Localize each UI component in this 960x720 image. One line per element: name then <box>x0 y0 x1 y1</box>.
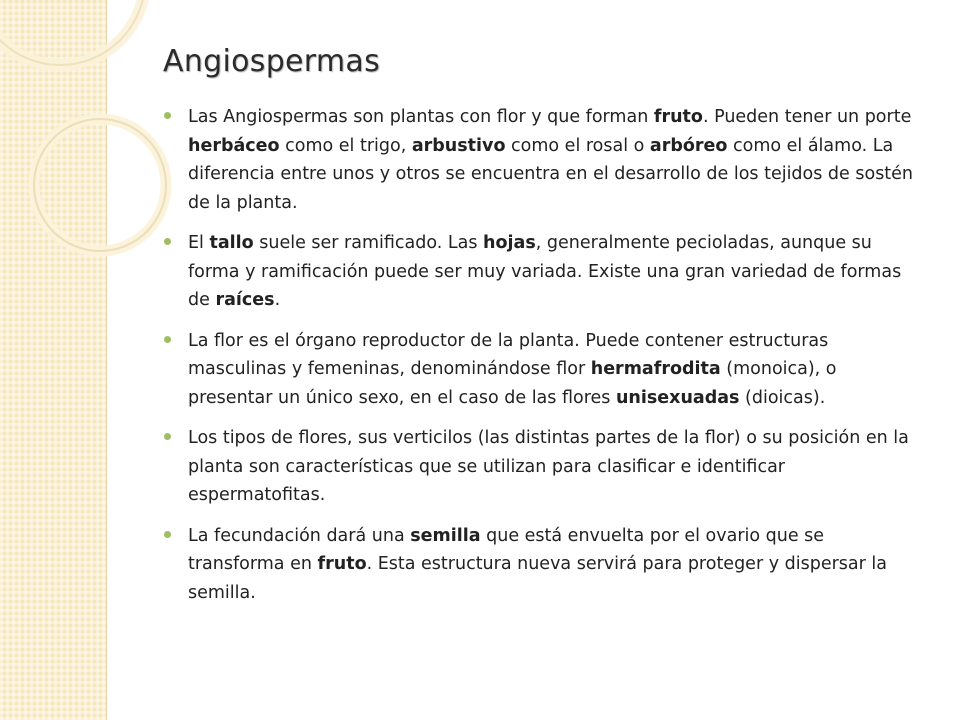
bullet-text <box>188 327 923 413</box>
bold-term: raíces <box>215 290 275 310</box>
text-run: . Pueden tener un porte <box>702 107 912 127</box>
bullet-list <box>163 103 923 619</box>
text-run: como el trigo, <box>279 135 412 156</box>
bullet-text <box>188 522 923 608</box>
bullet-item <box>163 327 923 413</box>
text-run: (dioicas). <box>739 387 826 408</box>
bullet-item <box>163 103 923 217</box>
text-run: . Esta estructura nueva servirá para proteger y dispersar la semilla. <box>188 554 887 603</box>
slide-title: Angiospermas <box>163 44 381 79</box>
text-run: . <box>274 290 281 310</box>
bullet-dot-icon <box>164 336 171 343</box>
bold-term: hermafrodita <box>590 359 721 379</box>
bullet-dot-icon <box>164 112 171 119</box>
bold-term: tallo <box>209 233 254 253</box>
bullet-dot-icon <box>164 531 171 538</box>
bold-term: fruto <box>653 107 703 127</box>
bullet-text <box>188 229 923 315</box>
bullet-text <box>188 103 923 217</box>
text-run: Las Angiospermas son plantas con flor y que forman <box>188 107 654 127</box>
bullet-text <box>188 424 923 510</box>
text-run: , generalmente pecioladas, aunque su forma y ramificación puede ser muy variada. Existe una gran variedad de formas de <box>188 233 902 310</box>
text-run: como el rosal o <box>505 135 650 156</box>
bold-term: arbustivo <box>411 135 506 156</box>
text-run: La flor es el órgano reproductor de la planta. Puede contener estructuras masculinas y femeninas, denominándose flor <box>188 330 829 379</box>
text-run: Los tipos de flores, sus verticilos (las distintas partes de la flor) o su posición en la planta son características que se utilizan para clasificar e identificar espermatofitas. <box>188 428 909 505</box>
bullet-item <box>163 424 923 510</box>
bullet-dot-icon <box>164 238 171 245</box>
text-run: La fecundación dará una <box>188 525 411 546</box>
bullet-item <box>163 229 923 315</box>
bold-term: semilla <box>410 525 481 546</box>
text-run: suele ser ramificado. Las <box>253 233 484 253</box>
text-run: que está envuelta por el ovario que se transforma en <box>188 525 825 574</box>
bold-term: unisexuadas <box>615 387 740 408</box>
bold-term: herbáceo <box>188 135 280 156</box>
bold-term: fruto <box>317 554 367 574</box>
text-run: como el álamo. La diferencia entre unos y otros se encuentra en el desarrollo de los tejidos de sostén de la planta. <box>188 135 914 213</box>
text-run: (monoica), o presentar un único sexo, en el caso de las flores <box>188 359 837 408</box>
bold-term: hojas <box>483 233 536 253</box>
bold-term: arbóreo <box>649 135 728 156</box>
text-run: El <box>188 233 210 253</box>
bullet-item <box>163 522 923 608</box>
bullet-dot-icon <box>164 433 171 440</box>
